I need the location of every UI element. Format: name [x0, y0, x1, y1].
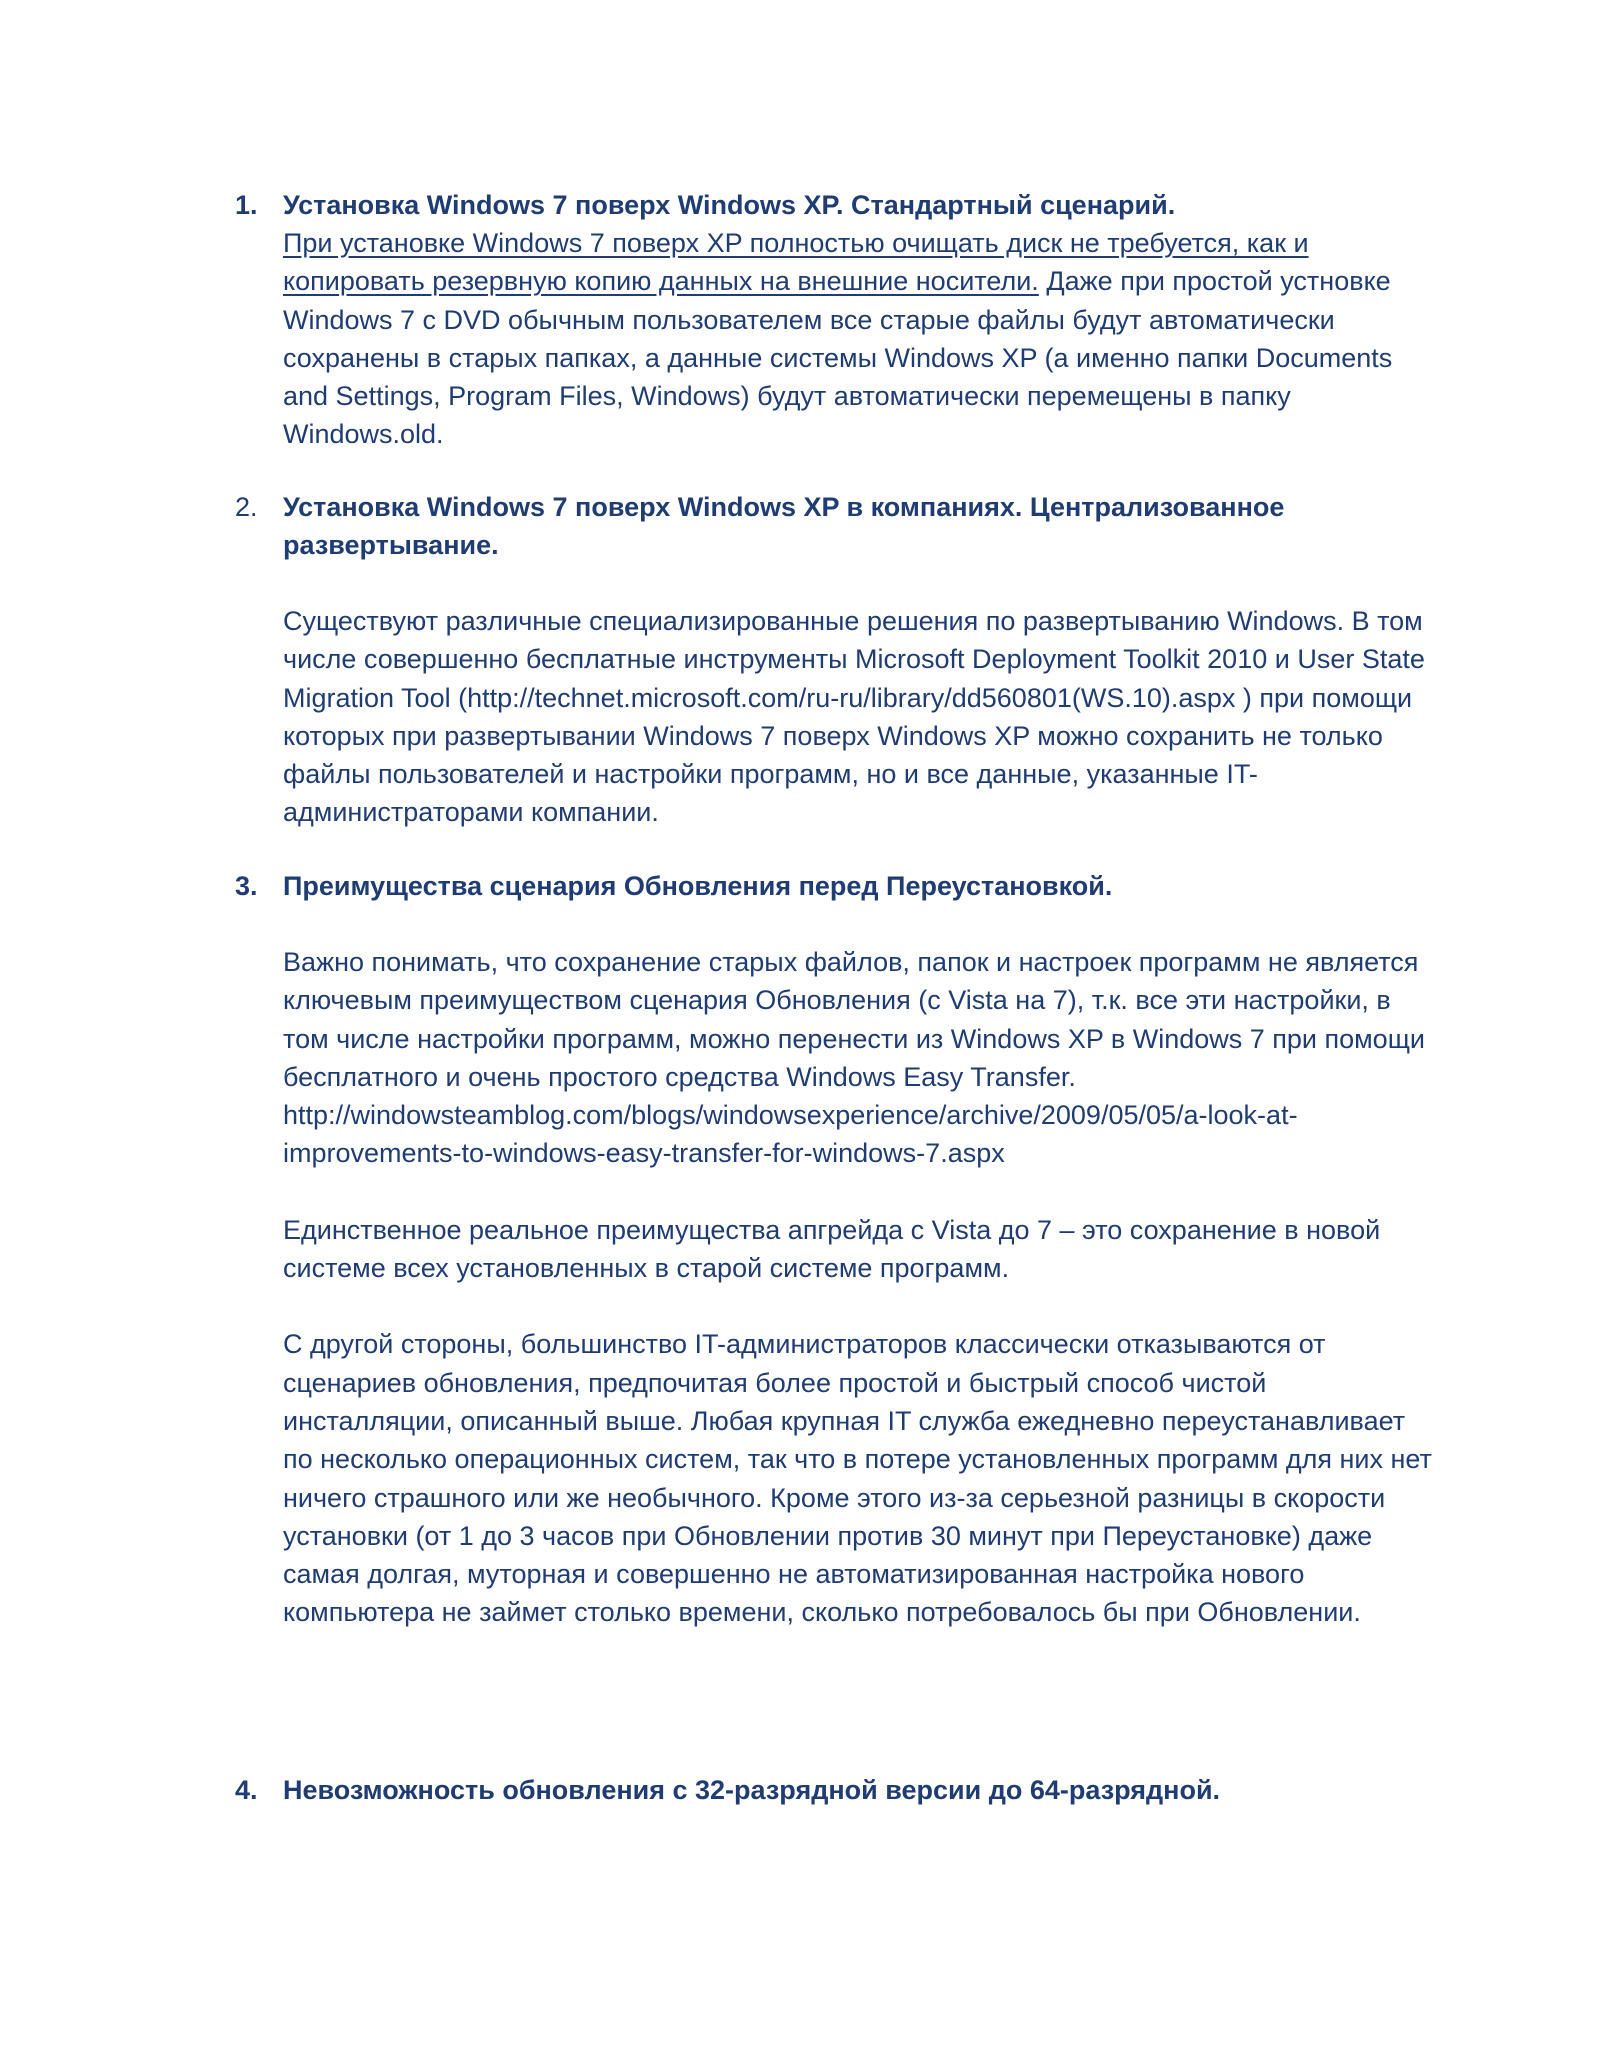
section-heading: Установка Windows 7 поверх Windows XP в компаниях. Централизованное развертывание. [283, 492, 1285, 560]
section-paragraph: Важно понимать, что сохранение старых файлов, папок и настроек программ не является ключевым преимуществом сценария Обновления (с Vista на 7), т.к. все эти настройки, в том числе настройки программ, можно перенести из Windows XP в Windows 7 при помощи бесплатного и очень простого средства Windows Easy Transfer. [283, 947, 1425, 1092]
section-heading: Установка Windows 7 поверх Windows XP. Стандартный сценарий. [283, 190, 1176, 220]
underlined-text: При установке Windows 7 поверх XP полностью очищать диск не требуется, как и копировать резервную копию данных на внешние носители. [283, 228, 1309, 297]
section-paragraph: Единственное реальное преимущества апгрейда с Vista до 7 – это сохранение в новой системе всех установленных в старой системе программ. [283, 1214, 1381, 1284]
list-number: 4. [235, 1775, 258, 1805]
list-number: 1. [235, 190, 258, 220]
section-body [283, 488, 1433, 832]
section-paragraph: С другой стороны, большинство IT-администраторов классически отказываются от сценариев обновления, предпочитая более простой и быстрый способ чистой инсталляции, описанный выше. Любая крупная IT служба ежедневно переустанавливает по несколько операционных систем, так что в потере установленных программ для них нет ничего страшного или же необычного. Кроме этого из-за серьезной разницы в скорости установки (от 1 до 3 часов при Обновлении против 30 минут при Переустановке) даже самая долгая, муторная и совершенно не автоматизированная настройка нового компьютера не займет столько времени, сколько потребовалось бы при Обновлении. [283, 1329, 1432, 1628]
list-number: 3. [235, 871, 258, 901]
list-number: 2. [235, 492, 258, 522]
section-link: http://windowsteamblog.com/blogs/windowsexperience/archive/2009/05/05/a-look-at-improvements-to-windows-easy-transfer-for-windows-7.aspx [283, 1100, 1298, 1169]
section-body [283, 867, 1433, 1632]
section-paragraph [283, 224, 1433, 454]
section-heading: Преимущества сценария Обновления перед Переустановкой. [283, 871, 1113, 901]
section-body [283, 1771, 1433, 1809]
section-heading: Невозможность обновления с 32-разрядной версии до 64-разрядной. [283, 1775, 1221, 1805]
section-paragraph: Существуют различные специализированные решения по развертыванию Windows. В том числе совершенно бесплатные инструменты Microsoft Deployment Toolkit 2010 и User State Migration Tool (http://technet.microsoft.com/ru-ru/library/dd560801(WS.10).aspx ) при помощи которых при развертывании Windows 7 поверх Windows XP можно сохранить не только файлы пользователей и настройки программ, но и все данные, указанные IT-администраторами компании. [283, 606, 1425, 828]
paragraph-text: Даже при простой устновке Windows 7 с DVD обычным пользователем все старые файлы будут автоматически сохранены в старых папках, а данные системы Windows XP (а именно папки Documents and Settings, Program Files, Windows) будут автоматически перемещены в папку Windows.old. [283, 266, 1393, 450]
section-body [283, 186, 1433, 454]
